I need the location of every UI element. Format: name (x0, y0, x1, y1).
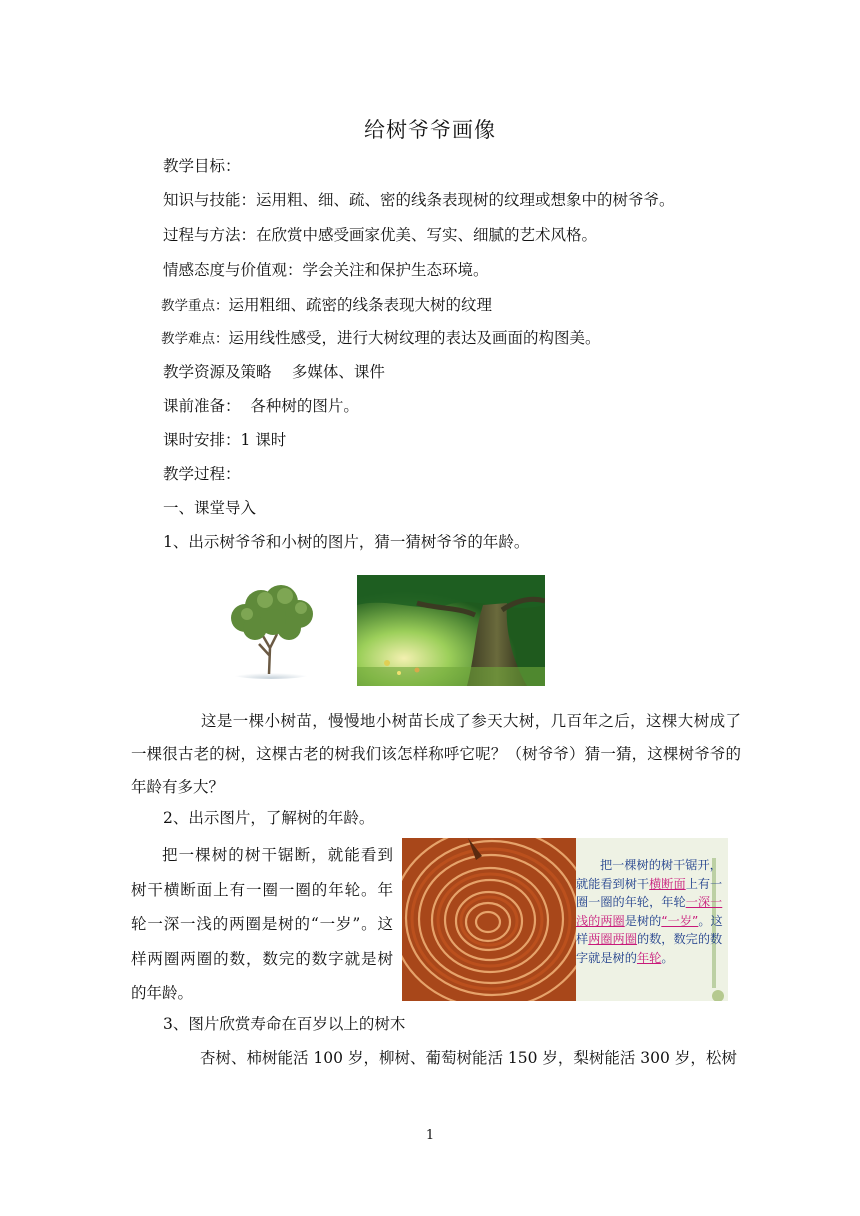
page-number: 1 (425, 1128, 435, 1143)
step-1: 1、出示树爷爷和小树的图片，猜一猜树爷爷的年龄。 (163, 533, 530, 551)
caption-highlight-rings: 年轮 (636, 950, 662, 965)
tree-rings-caption (576, 856, 728, 967)
caption-part-7: 。这样 (576, 913, 723, 946)
process-method: 过程与方法：在欣赏中感受画家优美、写实、细腻的艺术风格。 (163, 226, 598, 244)
caption-highlight-cross-section: 横断面 (649, 876, 686, 891)
caption-part-5: 是树的 (624, 913, 662, 928)
paragraph-tree-rings: 把一棵树的树干锯断，就能看到树干横断面上有一圈一圈的年轮。年轮一深一浅的两圈是树的“一岁”。这样两圈两圈的数，数完的数字就是树的年龄。 (131, 846, 393, 1002)
preparation: 课前准备： 各种树的图片。 (163, 397, 359, 415)
paragraph-tree-ages: 杏树、柿树能活 100 岁，柳树、葡萄树能活 150 岁，梨树能活 300 岁，松树 (200, 1049, 737, 1067)
resources: 教学资源及策略 多媒体、课件 (163, 363, 385, 381)
caption-part-9: 的数，数完的数字就是树的 (576, 932, 723, 965)
section-heading: 一、课堂导入 (163, 499, 257, 517)
difficulty-label: 教学难点： (161, 331, 229, 347)
caption-highlight-light-dark: 一深一浅的两圈 (576, 895, 723, 928)
process-heading: 教学过程： (163, 465, 241, 483)
paragraph-seedling: 这是一棵小树苗，慢慢地小树苗长成了参天大树，几百年之后，这棵大树成了一棵很古老的树，这棵古老的树我们该怎样称呼它呢？（树爷爷）猜一猜，这棵树爷爷的年龄有多大？ (131, 712, 741, 796)
step-3: 3、图片欣赏寿命在百岁以上的树木 (163, 1015, 406, 1033)
difficulty-line (161, 326, 601, 348)
old-tree-image (357, 575, 545, 686)
schedule: 课时安排：1 课时 (163, 431, 287, 449)
attitude-values: 情感态度与价值观：学会关注和保护生态环境。 (163, 261, 489, 279)
caption-highlight-one-year: “一岁” (661, 913, 699, 928)
small-tree-image (215, 578, 327, 680)
difficulty-text: 运用线性感受，进行大树纹理的表达及画面的构图美。 (228, 329, 601, 347)
step-2: 2、出示图片，了解树的年龄。 (163, 809, 375, 827)
caption-highlight-two-circles: 两圈两圈 (588, 932, 637, 946)
knowledge-skills: 知识与技能：运用粗、细、疏、密的线条表现树的纹理或想象中的树爷爷。 (163, 191, 675, 209)
caption-part-3: 上有一圈一圈的年轮，年轮 (576, 876, 723, 909)
document-title: 给树爷爷画像 (364, 118, 496, 142)
key-point-label: 教学重点： (161, 298, 229, 314)
objectives-heading: 教学目标： (163, 157, 241, 175)
key-point-text: 运用粗细、疏密的线条表现大树的纹理 (228, 296, 493, 314)
key-point-line (161, 293, 492, 315)
caption-part-11: 。 (661, 950, 674, 965)
caption-part-1: 把一棵树的树干锯开，就能看到树干 (576, 858, 722, 891)
